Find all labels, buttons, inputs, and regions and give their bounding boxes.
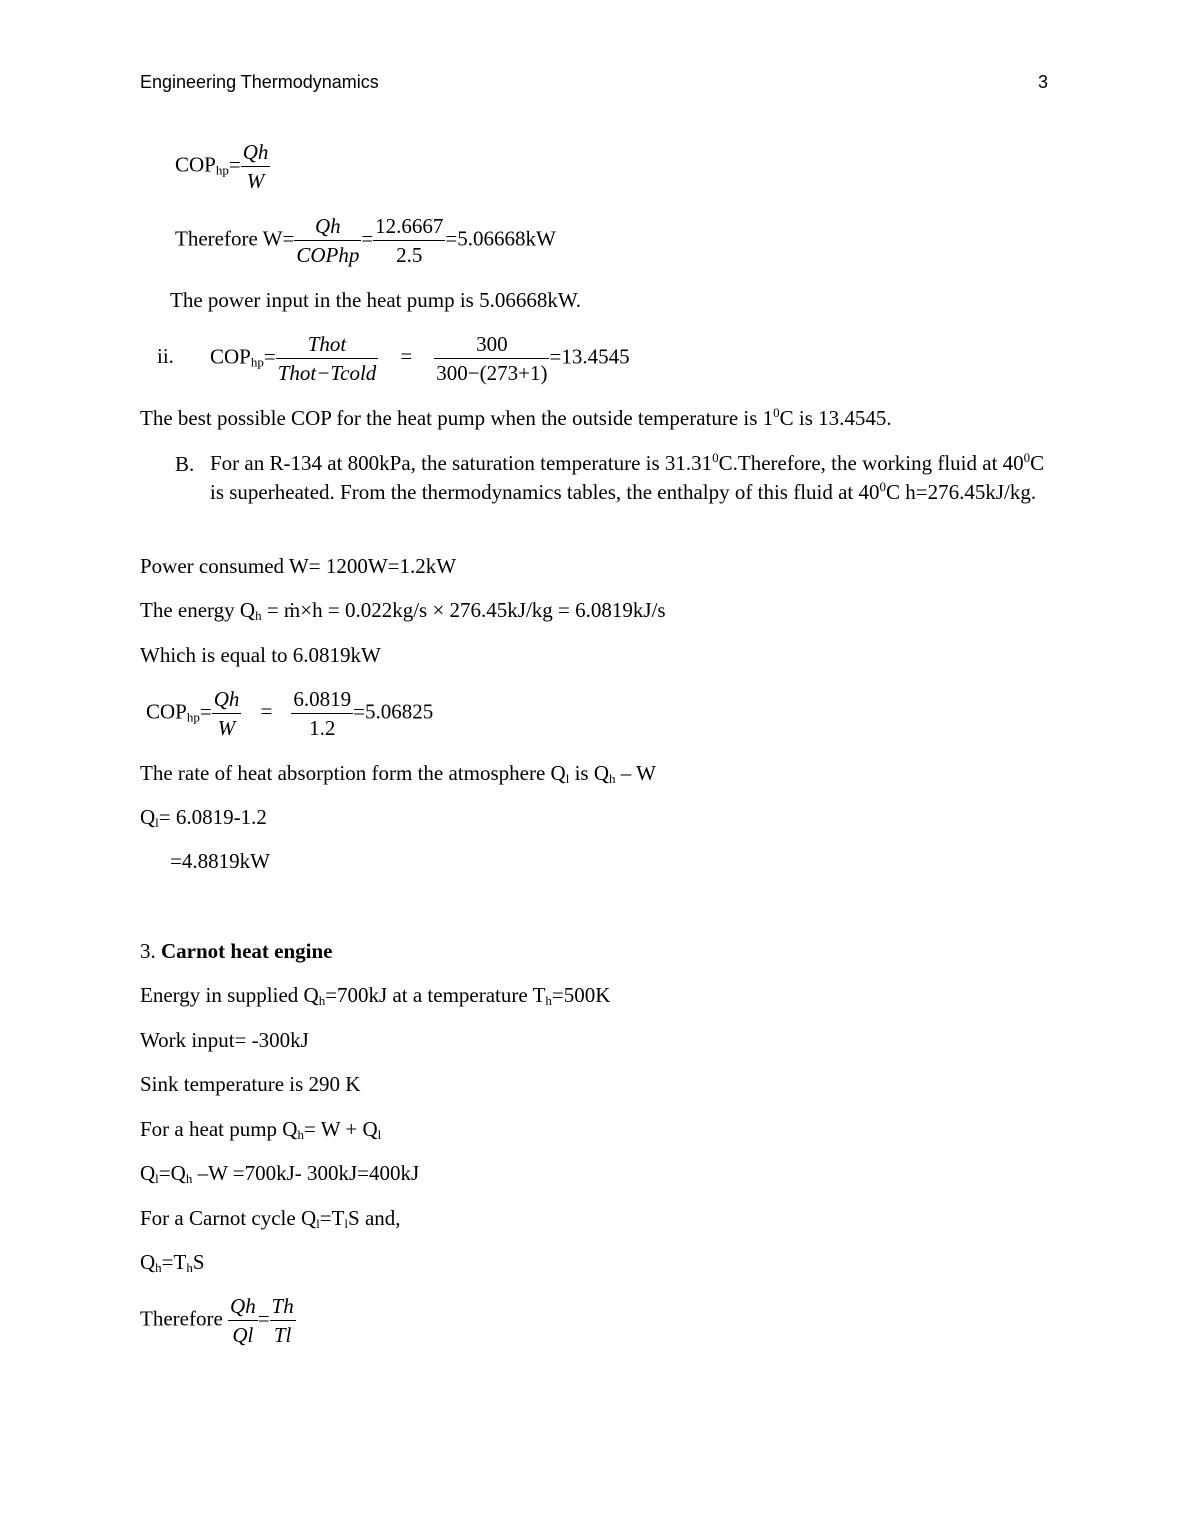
eq-lhs-sub: hp <box>250 354 264 370</box>
list-marker: ii. <box>157 344 174 369</box>
subscript: l <box>344 1216 349 1231</box>
text: =Q <box>158 1161 186 1185</box>
text: Q <box>140 805 156 829</box>
subscript: l <box>155 1171 159 1186</box>
numerator: Qh <box>213 687 240 711</box>
numerator: Qh <box>242 140 269 164</box>
text: = 6.0819-1.2 <box>158 805 267 829</box>
eq-lhs: COP <box>210 344 251 369</box>
text: For a heat pump Q <box>140 1117 298 1141</box>
fraction <box>212 685 242 742</box>
sink-temperature-statement: Sink temperature is 290 K <box>140 1072 361 1096</box>
subscript: h <box>255 608 262 623</box>
eq-result: =5.06668kW <box>445 226 556 251</box>
text: = ṁ×h = 0.022kg/s × 276.45kJ/kg = 6.0819kJ/s <box>261 598 666 622</box>
numerator: 6.0819 <box>293 687 352 711</box>
denominator: Thot−Tcold <box>276 358 379 387</box>
fraction <box>291 685 353 742</box>
text: For an R-134 at 800kPa, the saturation temperature is 31.31 <box>210 451 713 475</box>
fraction <box>276 330 379 387</box>
fraction <box>373 212 445 269</box>
numerator: 300 <box>476 332 508 356</box>
paragraph-b <box>210 449 1060 507</box>
equation-work <box>175 212 556 269</box>
denominator: Ql <box>228 1320 258 1349</box>
text: C is 13.4545. <box>779 406 892 430</box>
superscript: 0 <box>712 450 719 465</box>
qh-equation <box>140 1249 205 1275</box>
subscript: l <box>316 1216 320 1231</box>
rate-statement <box>140 760 656 786</box>
subscript: h <box>186 1260 193 1275</box>
fraction <box>228 1292 258 1349</box>
numerator: Qh <box>230 1294 256 1318</box>
text: =T <box>319 1206 345 1230</box>
subscript: l <box>377 1127 382 1142</box>
ql-result: =4.8819kW <box>170 849 270 873</box>
section-number: 3. <box>140 939 161 963</box>
text: is Q <box>569 761 609 785</box>
subscript: h <box>318 993 326 1008</box>
energy-supplied-statement <box>140 982 610 1008</box>
equation-cop-hp-2 <box>146 685 433 742</box>
eq-sign: = <box>228 152 241 177</box>
subscript: h <box>155 1260 162 1275</box>
eq-sign: = <box>199 699 212 724</box>
eq-sign: = <box>257 1306 270 1331</box>
fraction <box>294 212 361 269</box>
denominator: W <box>212 713 242 742</box>
text: =500K <box>551 983 611 1007</box>
text: =700kJ at a temperature T <box>325 983 546 1007</box>
list-marker-b: B. <box>175 452 195 476</box>
text: The best possible COP for the heat pump when the outside temperature is 1 <box>140 406 774 430</box>
best-cop-statement <box>140 405 892 431</box>
subscript: l <box>565 771 570 786</box>
numerator: 12.6667 <box>375 214 444 238</box>
fraction <box>270 1292 296 1349</box>
text: –W =700kJ- 300kJ=400kJ <box>192 1161 420 1185</box>
text: Energy in supplied Q <box>140 983 319 1007</box>
eq-result: =5.06825 <box>353 699 434 724</box>
text: The energy Q <box>140 598 256 622</box>
ql-calculation <box>140 1160 419 1186</box>
denominator: 300−(273+1) <box>434 358 549 387</box>
subscript: h <box>609 771 616 786</box>
eq-lhs-sub: hp <box>215 162 229 178</box>
equal-to-statement: Which is equal to 6.0819kW <box>140 643 381 667</box>
superscript: 0 <box>879 479 887 494</box>
text: = W + Q <box>303 1117 378 1141</box>
subscript: l <box>155 815 159 830</box>
carnot-cycle-statement <box>140 1205 401 1231</box>
page-number: 3 <box>1038 72 1049 92</box>
eq-prefix: Therefore <box>140 1306 229 1331</box>
equation-best-cop <box>157 330 630 387</box>
text: C.Therefore, the working fluid at 40 <box>718 451 1024 475</box>
work-input-statement: Work input= -300kJ <box>140 1028 309 1052</box>
eq-prefix: Therefore W= <box>175 226 295 251</box>
eq-sign: = <box>260 699 273 724</box>
eq-lhs-sub: hp <box>186 709 200 725</box>
denominator: 1.2 <box>291 713 353 742</box>
text: S and, <box>348 1206 401 1230</box>
denominator: 2.5 <box>373 240 445 269</box>
numerator: Thot <box>307 332 347 356</box>
fraction <box>434 330 549 387</box>
text: Q <box>140 1161 156 1185</box>
subscript: h <box>297 1127 304 1142</box>
text: For a Carnot cycle Q <box>140 1206 317 1230</box>
energy-statement <box>140 597 666 623</box>
ql-equation <box>140 804 267 830</box>
running-header-title: Engineering Thermodynamics <box>140 72 379 92</box>
text: The rate of heat absorption form the atmosphere Q <box>140 761 566 785</box>
eq-result: =13.4545 <box>549 344 630 369</box>
text: – W <box>615 761 656 785</box>
fraction <box>241 138 271 195</box>
denominator: W <box>241 166 271 195</box>
text: C h=276.45kJ/kg. <box>886 480 1037 504</box>
eq-sign: = <box>400 344 413 369</box>
eq-sign: = <box>361 226 374 251</box>
section-title: Carnot heat engine <box>161 939 333 963</box>
subscript: h <box>545 993 552 1008</box>
superscript: 0 <box>773 405 780 420</box>
numerator: Qh <box>314 214 341 238</box>
power-input-statement: The power input in the heat pump is 5.06668kW. <box>170 288 581 312</box>
equation-ratio <box>140 1292 296 1349</box>
power-consumed-statement: Power consumed W= 1200W=1.2kW <box>140 554 457 578</box>
heat-pump-equation <box>140 1116 381 1142</box>
subscript: h <box>185 1171 193 1186</box>
superscript: 0 <box>1023 450 1031 465</box>
text: C is superheated. From the thermodynamics tables, the enthalpy of this fluid at 40 <box>210 451 1045 504</box>
eq-lhs: COP <box>146 699 187 724</box>
text: Q <box>140 1250 156 1274</box>
equation-cop-hp <box>175 138 270 195</box>
text: S <box>192 1250 205 1274</box>
eq-lhs: COP <box>175 152 216 177</box>
text: =T <box>161 1250 187 1274</box>
numerator: Th <box>271 1294 294 1318</box>
section-heading-carnot <box>140 938 333 964</box>
eq-sign: = <box>263 344 276 369</box>
denominator: Tl <box>270 1320 296 1349</box>
denominator: COPhp <box>294 240 361 269</box>
